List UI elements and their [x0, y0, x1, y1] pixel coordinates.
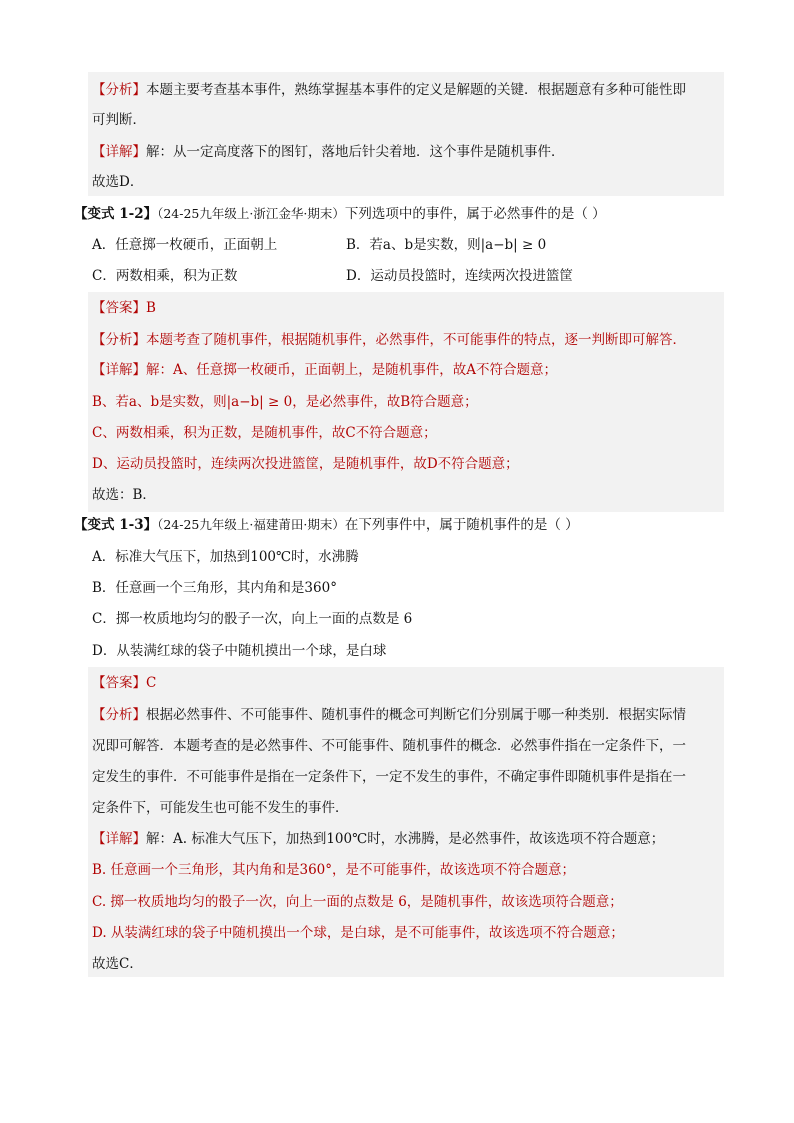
option-a: A．任意掷一枚硬币，正面朝上: [92, 237, 278, 253]
question-text: 在下列事件中，属于随机事件的是（ ）: [344, 517, 579, 533]
analysis-line-continued: 可判断．: [92, 112, 146, 128]
conclusion-line: 故选C．: [92, 956, 143, 972]
analysis-line-continued: 定条件下，可能发生也可能不发生的事件．: [92, 800, 349, 816]
analysis-text: 本题主要考查基本事件，熟练掌握基本事件的定义是解题的关键．根据题意有多种可能性即: [146, 82, 686, 98]
detail-line: B、若a、b是实数，则|a−b| ≥ 0，是必然事件，故B符合题意；: [92, 394, 478, 410]
solution-box-1: [88, 72, 724, 196]
detail-line: C. 掷一枚质地均匀的骰子一次，向上一面的点数是 6，是随机事件，故该选项符合题意；: [92, 894, 623, 910]
question-stem-1-3: [74, 515, 579, 535]
analysis-line-continued: 定发生的事件．不可能事件是指在一定条件下，一定不发生的事件，不确定事件即随机事件是指在一: [92, 769, 686, 785]
question-label: 【变式 1-2】: [74, 206, 158, 222]
detail-line: B. 任意画一个三角形，其内角和是360°，是不可能事件，故该选项不符合题意；: [92, 862, 576, 878]
detail-line: D、运动员投篮时，连续两次投进篮筐，是随机事件，故D不符合题意；: [92, 456, 519, 472]
option-b: B．任意画一个三角形，其内角和是360°: [92, 580, 337, 596]
question-source: （24-25九年级上·浙江金华·期末）: [157, 206, 345, 221]
option-d: D．从装满红球的袋子中随机摸出一个球，是白球: [92, 643, 387, 659]
analysis-line: [92, 80, 686, 100]
analysis-text: 根据必然事件、不可能事件、随机事件的概念可判断它们分别属于哪一种类别．根据实际情: [146, 707, 686, 723]
answer-value: B: [146, 300, 156, 316]
analysis-line: [92, 330, 686, 350]
analysis-text: 本题考查了随机事件，根据随机事件，必然事件，不可能事件的特点，逐一判断即可解答．: [146, 332, 686, 348]
detail-line: [92, 829, 664, 849]
answer-tag: 【答案】: [92, 300, 146, 316]
detail-tag: 【详解】: [92, 831, 146, 847]
conclusion-line: 故选D．: [92, 174, 144, 190]
answer-value: C: [146, 675, 157, 691]
option-c: C．两数相乘，积为正数: [92, 268, 238, 284]
conclusion-line: 故选：B．: [92, 487, 156, 503]
option-c: C．掷一枚质地均匀的骰子一次，向上一面的点数是 6: [92, 611, 413, 627]
detail-text: 解：从一定高度落下的图钉，落地后针尖着地．这个事件是随机事件．: [146, 144, 565, 160]
analysis-line-continued: 况即可解答．本题考查的是必然事件、不可能事件、随机事件的概念．必然事件指在一定条件下，一: [92, 738, 686, 754]
detail-line: C、两数相乘，积为正数，是随机事件，故C不符合题意；: [92, 425, 437, 441]
question-label: 【变式 1-3】: [74, 517, 158, 533]
question-source: （24-25九年级上·福建莆田·期末）: [157, 517, 345, 532]
question-stem-1-2: [74, 204, 606, 224]
detail-line: [92, 360, 557, 380]
detail-tag: 【详解】: [92, 144, 146, 160]
analysis-tag: 【分析】: [92, 82, 146, 98]
answer-tag: 【答案】: [92, 675, 146, 691]
detail-tag: 【详解】: [92, 362, 146, 378]
option-d: D．运动员投篮时，连续两次投进篮筐: [346, 268, 573, 284]
detail-text: 解：A、任意掷一枚硬币，正面朝上，是随机事件，故A不符合题意；: [146, 362, 557, 378]
analysis-tag: 【分析】: [92, 332, 146, 348]
option-b: B．若a、b是实数，则|a−b| ≥ 0: [346, 237, 547, 253]
analysis-line: [92, 705, 686, 725]
answer-line: [92, 298, 156, 318]
answer-line: [92, 673, 156, 693]
detail-line: [92, 142, 565, 162]
question-text: 下列选项中的事件，属于必然事件的是（ ）: [344, 206, 606, 222]
detail-line: D. 从装满红球的袋子中随机摸出一个球，是白球，是不可能事件，故该选项不符合题意；: [92, 925, 624, 941]
option-a: A．标准大气压下，加热到100℃时，水沸腾: [92, 549, 359, 565]
analysis-tag: 【分析】: [92, 707, 146, 723]
solution-box-2: [88, 292, 724, 512]
solution-box-3: [88, 667, 724, 977]
detail-text: 解：A. 标准大气压下，加热到100℃时，水沸腾，是必然事件，故该选项不符合题意；: [146, 831, 665, 847]
